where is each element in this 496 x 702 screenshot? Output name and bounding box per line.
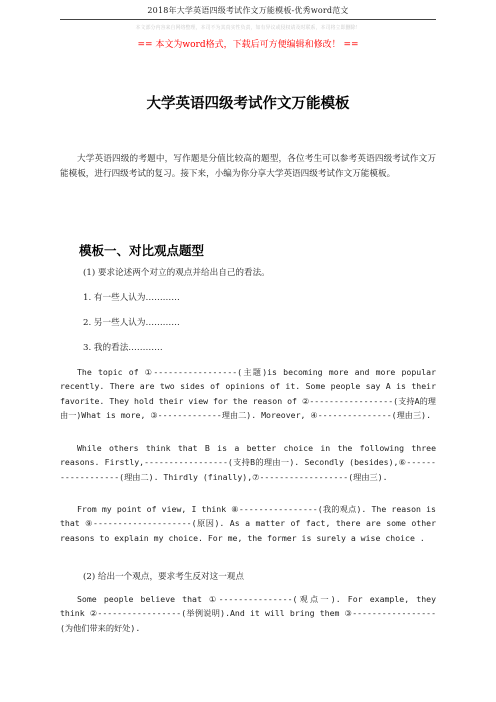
section-heading: 模板一、对比观点题型	[79, 243, 205, 258]
list-item-2: 2. 另一些人认为…………	[83, 318, 180, 328]
page-header-title: 2018年大学英语四级考试作文万能模板-优秀word范文	[147, 6, 349, 15]
requirement-1: (1) 要求论述两个对立的观点并给出自己的看法。	[83, 268, 270, 278]
template-paragraph-1: The topic of ①-----------------(主题)is becoming more and more popular recently. There are two sides of opinions of it. Some people say A is their favorite. They hold their view for the reason of ②-----------------(支持A的理由一)What is more, ③-------------理由二). Moreover, ④---------------(理由三).	[60, 367, 436, 421]
requirement-2: (2) 给出一个观点，要求考生反对这一观点	[83, 572, 244, 582]
template-paragraph-3: From my point of view, I think ⑧----------------(我的观点). The reason is that ⑨--------------------(原因). As a matter of fact, there are some other reasons to explain my choice. For me, the former is surely a wise choice .	[60, 504, 436, 543]
list-item-3: 3. 我的看法…………	[83, 343, 163, 353]
copyright-notice: 本文部分内容来自网络整理，本司不为其真实性负责，如有异议或侵权请及时联系，本司将立即删除！	[135, 25, 361, 31]
document-title: 大学英语四级考试作文万能模板	[146, 95, 350, 112]
template-paragraph-2: While others think that B is a better choice in the following three reasons. Firstly,-----------------(支持B的理由一). Secondly (besides),⑥------------------(理由二). Thirdly (finally),⑦------------------(理由三).	[60, 443, 436, 482]
intro-paragraph: 大学英语四级的考题中，写作题是分值比较高的题型，各位考生可以参考英语四级考试作文万能模板，进行四级考试的复习。接下来，小编为你分享大学英语四级考试作文万能模板。	[60, 154, 436, 179]
word-format-banner: == 本文为word格式，下载后可方便编辑和修改！ ==	[137, 40, 359, 50]
header-divider	[60, 19, 436, 20]
template-paragraph-4: Some people believe that ①---------------(观点一). For example, they think ②-----------------(举例说明).And it will bring them ③-----------------(为他们带来的好处).	[60, 594, 436, 633]
list-item-1: 1. 有一些人认为…………	[83, 293, 180, 303]
